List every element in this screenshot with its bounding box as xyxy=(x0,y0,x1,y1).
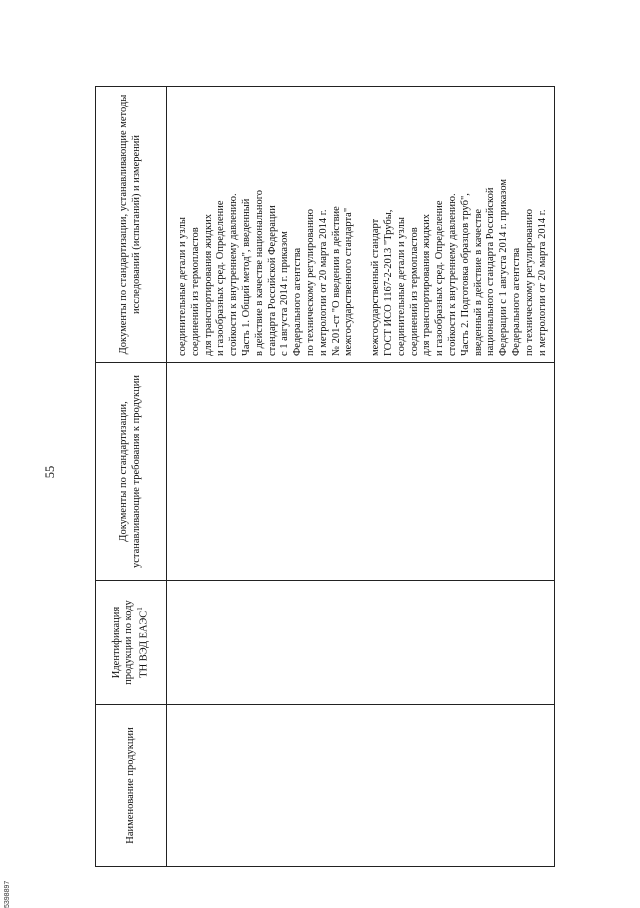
standard-text-line: Часть 1. Общий метод", введенный xyxy=(240,198,252,356)
standard-text-line: и газообразных сред. Определение xyxy=(215,200,227,356)
standard-text-line: введенный в действие в качестве xyxy=(472,208,484,356)
standard-text-line: соединений из термопластов xyxy=(408,227,420,356)
cell-requirements-docs xyxy=(167,363,555,581)
header-product-name: Наименование продукции xyxy=(96,705,167,867)
standard-text-line: Федерального агентства xyxy=(292,247,304,356)
header-identification-line: продукции по коду xyxy=(123,600,135,685)
standard-text-line: для транспортирования жидких xyxy=(202,214,214,356)
standard-text-line: стойкости к внутреннему давлению. xyxy=(228,193,240,356)
header-methods-docs: Документы по стандартизации, устанавливающие методы исследований (испытаний) и измерений xyxy=(96,87,167,363)
standard-text-line: соединительные детали и узлы xyxy=(177,217,188,356)
standard-text-line: Часть 2. Подготовка образцов труб", xyxy=(459,193,471,356)
header-identification-code: ТН ВЭД ЕАЭС xyxy=(138,610,150,678)
standard-text-line: соединений из термопластов xyxy=(189,227,201,356)
standard-text-line: в действие в качестве национального xyxy=(253,189,265,356)
standard-text-line: и метрологии от 20 марта 2014 г. xyxy=(536,209,548,356)
cell-identification xyxy=(167,581,555,705)
standard-text-line: стандарта Российской Федерации xyxy=(266,205,278,356)
standard-text-line: межгосударственный стандарт xyxy=(370,218,382,356)
header-identification-line: Идентификация xyxy=(110,606,122,679)
standard-text-line: и газообразных сред. Определение xyxy=(434,200,446,356)
standard-text-line: межгосударственного стандарта" xyxy=(343,207,355,356)
standard-text-line: для транспортирования жидких xyxy=(421,214,433,356)
footnote-marker: 1 xyxy=(136,607,145,611)
header-identification-code-line xyxy=(136,587,151,698)
standard-text-line: Федерации с 1 августа 2014 г. приказом xyxy=(498,178,510,356)
standard-text-line: № 201-ст "О введении в действие xyxy=(330,206,342,356)
standard-text-line: соединительные детали и узлы xyxy=(395,217,407,356)
standard-text-line: национального стандарта Российской xyxy=(485,187,497,356)
document-code: 5398897 xyxy=(4,880,11,908)
header-requirements-docs: Документы по стандартизации, устанавливающие требования к продукции xyxy=(96,363,167,581)
paragraph-gap xyxy=(356,93,370,356)
cell-product-name xyxy=(167,705,555,867)
standards-table xyxy=(95,86,555,867)
table-header-row xyxy=(96,87,167,867)
header-identification xyxy=(96,581,167,705)
page-number: 55 xyxy=(43,465,57,479)
cell-methods-docs xyxy=(167,87,555,363)
rotated-page xyxy=(43,87,555,867)
standard-text-line: Федерального агентства xyxy=(510,247,522,356)
standard-text-line: и метрологии от 20 марта 2014 г. xyxy=(317,209,329,356)
methods-standards-list xyxy=(177,93,549,356)
standard-text-line: с 1 августа 2014 г. приказом xyxy=(279,231,291,356)
standard-text-line: стойкости к внутреннему давлению. xyxy=(446,193,458,356)
table-row xyxy=(167,87,555,867)
standard-text-line: по техническому регулированию xyxy=(523,208,535,356)
standard-text-line: по техническому регулированию xyxy=(304,208,316,356)
standard-text-line: ГОСТ ИСО 1167-2-2013 "Трубы, xyxy=(382,209,394,356)
